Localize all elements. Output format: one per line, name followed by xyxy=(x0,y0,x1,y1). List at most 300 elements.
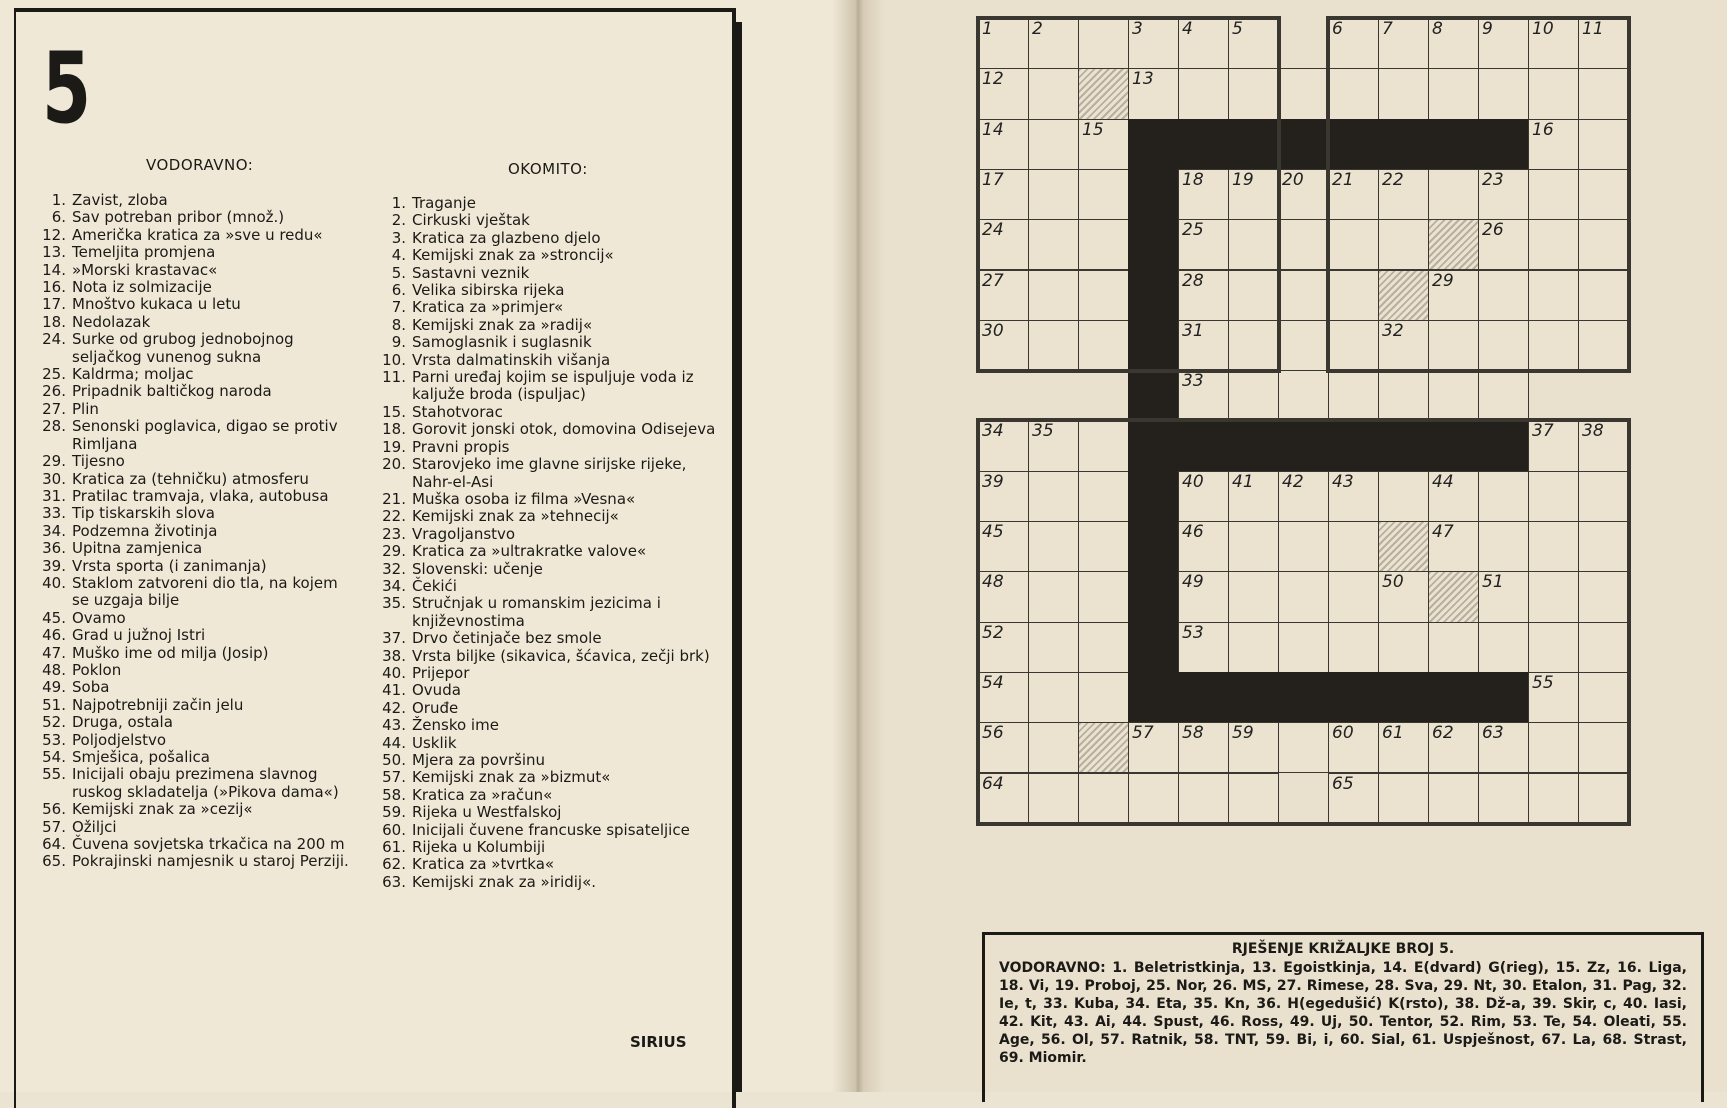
down-clue xyxy=(376,526,716,543)
grid-cell-number: 43 xyxy=(1332,471,1354,492)
across-clue xyxy=(26,749,356,766)
across-clue-text: Podzemna životinja xyxy=(72,521,218,540)
across-clue-text: Vrsta sporta (i zanimanja) xyxy=(72,556,267,575)
across-clue-text: Muško ime od milja (Josip) xyxy=(72,643,269,662)
down-clue-text: Slovenski: učenje xyxy=(412,559,543,578)
down-clue xyxy=(376,439,716,456)
grid-cell-number: 42 xyxy=(1282,471,1304,492)
across-clue-number: 16. xyxy=(42,278,66,297)
across-clue xyxy=(26,766,356,801)
grid-cell-number: 13 xyxy=(1132,69,1154,90)
grid-cell-number: 5 xyxy=(1232,19,1243,39)
across-clue-text: Nedolazak xyxy=(72,312,151,331)
across-clue-number: 51. xyxy=(42,695,66,714)
grid-cell-number: 21 xyxy=(1332,169,1354,190)
grid-cell[interactable] xyxy=(1278,270,1329,321)
across-clue-number: 57. xyxy=(42,817,66,836)
down-clue xyxy=(376,508,716,525)
grid-cell[interactable] xyxy=(1278,219,1329,270)
down-clue-number: 29. xyxy=(382,542,406,561)
grid-cell-number: 18 xyxy=(1182,169,1204,190)
across-clue xyxy=(26,645,356,662)
grid-cell-number: 30 xyxy=(982,320,1004,341)
down-clue xyxy=(376,212,716,229)
across-clue-number: 33. xyxy=(42,504,66,523)
across-clue-number: 30. xyxy=(42,469,66,488)
across-clue xyxy=(26,366,356,383)
grid-cell-number: 39 xyxy=(982,471,1004,492)
across-clue xyxy=(26,279,356,296)
grid-cell-number: 8 xyxy=(1432,19,1443,39)
across-clue-number: 54. xyxy=(42,748,66,766)
across-clue xyxy=(26,801,356,818)
down-clue-number: 35. xyxy=(382,594,406,613)
across-clue-text: Plin xyxy=(72,399,99,418)
down-clue-text: Pravni propis xyxy=(412,437,510,456)
down-clue-number: 60. xyxy=(382,820,406,839)
down-clue-text: Kratica za »račun« xyxy=(412,785,553,804)
across-clue-number: 46. xyxy=(42,626,66,645)
down-clue xyxy=(376,230,716,247)
across-clue-number: 12. xyxy=(42,225,66,244)
grid-cell-number: 31 xyxy=(1182,320,1204,341)
down-clue-number: 41. xyxy=(382,681,406,700)
down-clue-number: 61. xyxy=(382,838,406,857)
across-clue xyxy=(26,679,356,696)
grid-cell-number: 54 xyxy=(982,672,1004,693)
across-clue-number: 27. xyxy=(42,399,66,418)
down-clue-text: Stručnjak u romanskim jezicima i književnostima xyxy=(412,594,661,630)
across-clue-text: Poklon xyxy=(72,660,122,679)
across-clue-number: 55. xyxy=(42,765,66,784)
solution-title: RJEŠENJE KRIŽALJKE BROJ 5. xyxy=(1231,941,1455,957)
down-clue-text: Velika sibirska rijeka xyxy=(412,281,565,300)
down-clue xyxy=(376,456,716,491)
down-clue-text: Kemijski znak za »tehnecij« xyxy=(412,507,619,526)
across-clue-text: Pratilac tramvaja, vlaka, autobusa xyxy=(72,486,329,505)
down-clue-text: Kratica za »primjer« xyxy=(412,298,564,317)
down-clue-number: 59. xyxy=(382,803,406,822)
grid-cell-number: 35 xyxy=(1032,421,1054,442)
author-signature: SIRIUS xyxy=(630,1033,687,1051)
down-clue xyxy=(376,630,716,647)
grid-cell-number: 12 xyxy=(982,69,1004,90)
across-clue-text: Ožiljci xyxy=(72,817,117,836)
across-clue-number: 34. xyxy=(42,521,66,540)
across-clue-number: 48. xyxy=(42,660,66,679)
down-clue-number: 22. xyxy=(382,507,406,526)
down-clue xyxy=(376,404,716,421)
grid-cell-black xyxy=(1278,119,1329,170)
down-clue-text: Kemijski znak za »stroncij« xyxy=(412,246,614,265)
across-clue-text: Surke od grubog jednobojnog seljačkog vunenog sukna xyxy=(72,330,294,366)
down-clue xyxy=(376,804,716,821)
grid-cell-number: 47 xyxy=(1432,522,1454,542)
across-clue xyxy=(26,575,356,610)
down-clue-number: 7. xyxy=(391,298,406,317)
across-clue xyxy=(26,853,356,870)
down-clue-text: Kemijski znak za »radij« xyxy=(412,315,593,334)
down-clue-list xyxy=(376,195,716,891)
across-clue-number: 13. xyxy=(42,243,66,262)
across-clue-number: 39. xyxy=(42,556,66,575)
grid-cell-number: 37 xyxy=(1532,421,1554,442)
grid-cell-number: 34 xyxy=(982,421,1004,442)
grid-cell-number: 19 xyxy=(1232,169,1254,190)
down-clue-number: 5. xyxy=(391,263,406,282)
grid-cell-number: 51 xyxy=(1482,572,1504,593)
across-clue xyxy=(26,836,356,853)
across-clue xyxy=(26,627,356,644)
grid-cell-number: 41 xyxy=(1232,471,1254,492)
across-clue-number: 26. xyxy=(42,382,66,401)
down-clue xyxy=(376,299,716,316)
down-clue xyxy=(376,195,716,212)
down-clue-number: 19. xyxy=(382,437,406,456)
down-clue xyxy=(376,317,716,334)
grid-cell-number: 17 xyxy=(982,169,1004,190)
down-clue xyxy=(376,543,716,560)
across-clue xyxy=(26,296,356,313)
across-clue xyxy=(26,401,356,418)
across-clue xyxy=(26,314,356,331)
grid-cell[interactable] xyxy=(1228,370,1279,421)
grid-cell-number: 22 xyxy=(1382,169,1404,190)
down-clue-number: 11. xyxy=(382,368,406,387)
grid-cell-number: 55 xyxy=(1532,672,1554,693)
across-clue-text: Upitna zamjenica xyxy=(72,539,203,558)
across-clue-text: Druga, ostala xyxy=(72,713,173,732)
down-clue xyxy=(376,352,716,369)
grid-cell-number: 16 xyxy=(1532,119,1554,140)
down-clue xyxy=(376,874,716,891)
grid-cell[interactable] xyxy=(1278,169,1329,220)
down-clue xyxy=(376,595,716,630)
grid-cell-number: 14 xyxy=(982,119,1004,140)
down-clue-number: 38. xyxy=(382,646,406,665)
down-clue-number: 43. xyxy=(382,716,406,735)
down-clue-text: Vrsta dalmatinskih višanja xyxy=(412,350,611,369)
grid-cell[interactable] xyxy=(1378,370,1429,421)
grid-cell[interactable] xyxy=(1278,320,1329,371)
down-clue-text: Kratica za »ultrakratke valove« xyxy=(412,542,647,561)
across-clue xyxy=(26,244,356,261)
across-clue-text: Ovamo xyxy=(72,608,126,627)
down-clue-text: Usklik xyxy=(412,733,457,752)
down-clue-text: Oruđe xyxy=(412,698,459,717)
across-clue-text: Mnoštvo kukaca u letu xyxy=(72,295,241,314)
down-clue xyxy=(376,648,716,665)
down-clue-number: 21. xyxy=(382,489,406,508)
across-clue xyxy=(26,540,356,557)
down-clue-number: 34. xyxy=(382,576,406,595)
across-clue-number: 24. xyxy=(42,330,66,349)
solution-box xyxy=(982,932,1704,1102)
across-clue-text: Poljodjelstvo xyxy=(72,730,167,749)
down-clue-text: Stahotvorac xyxy=(412,402,503,421)
across-clue xyxy=(26,732,356,749)
across-clue-number: 64. xyxy=(42,835,66,854)
across-clue-list xyxy=(26,192,356,871)
down-clue-text: Drvo četinjače bez smole xyxy=(412,629,602,648)
across-clue-text: Čuvena sovjetska trkačica na 200 m xyxy=(72,835,345,854)
across-clue-text: Senonski poglavica, digao se protiv Rimljana xyxy=(72,417,338,453)
down-clue-text: Parni uređaj kojim se ispuljuje voda iz kaljuže broda (ispuljac) xyxy=(412,368,694,404)
down-clue-number: 2. xyxy=(391,211,406,230)
grid-cell-number: 11 xyxy=(1582,19,1604,39)
across-clue-text: Temeljita promjena xyxy=(72,243,216,262)
grid-cell-number: 15 xyxy=(1082,119,1104,140)
grid-cell[interactable] xyxy=(1278,370,1329,421)
down-clue-number: 10. xyxy=(382,350,406,369)
across-clue-number: 17. xyxy=(42,295,66,314)
down-clue-text: Gorovit jonski otok, domovina Odisejeva xyxy=(412,420,716,439)
down-clue-number: 57. xyxy=(382,768,406,787)
grid-cell-number: 56 xyxy=(982,723,1004,744)
across-clue xyxy=(26,610,356,627)
across-clue-number: 40. xyxy=(42,573,66,592)
grid-cell-number: 53 xyxy=(1182,622,1204,643)
across-clue-number: 49. xyxy=(42,678,66,697)
grid-cell-number: 62 xyxy=(1432,723,1454,744)
down-clue-text: Vrsta biljke (sikavica, šćavica, zečji brk) xyxy=(412,646,710,665)
across-clue-number: 53. xyxy=(42,730,66,749)
grid-cell-number: 23 xyxy=(1482,169,1504,190)
across-clue-number: 18. xyxy=(42,312,66,331)
down-clue-text: Traganje xyxy=(412,194,476,212)
grid-border xyxy=(1326,16,1631,373)
grid-cell-number: 49 xyxy=(1182,572,1204,593)
across-clue-text: Kratica za (tehničku) atmosferu xyxy=(72,469,309,488)
across-clue-text: Smješica, pošalica xyxy=(72,748,210,766)
down-clue-text: Rijeka u Kolumbiji xyxy=(412,838,546,857)
down-clue xyxy=(376,665,716,682)
across-clue-number: 28. xyxy=(42,417,66,436)
down-heading: OKOMITO: xyxy=(508,160,588,178)
clue-frame-shadow xyxy=(736,22,742,1092)
grid-cell-number: 24 xyxy=(982,220,1004,241)
across-clue-number: 31. xyxy=(42,486,66,505)
across-clue-number: 52. xyxy=(42,713,66,732)
down-clue-number: 40. xyxy=(382,663,406,682)
across-clue-text: Staklom zatvoreni dio tla, na kojem se uzgaja bilje xyxy=(72,573,338,610)
grid-cell-black xyxy=(1128,370,1179,421)
across-clue-text: Američka kratica za »sve u redu« xyxy=(72,225,323,244)
grid-cell-number: 32 xyxy=(1382,320,1404,341)
across-clue xyxy=(26,819,356,836)
puzzle-number: 5 xyxy=(42,32,89,146)
grid-cell-number: 10 xyxy=(1532,19,1554,39)
down-clue xyxy=(376,822,716,839)
down-clue xyxy=(376,265,716,282)
across-clue xyxy=(26,558,356,575)
down-clue-number: 1. xyxy=(391,194,406,212)
across-clue-text: Nota iz solmizacije xyxy=(72,278,212,297)
across-clue-text: Najpotrebniji začin jelu xyxy=(72,695,244,714)
across-clue xyxy=(26,262,356,279)
grid-cell-number: 33 xyxy=(1182,371,1204,392)
down-clue-text: Kemijski znak za »iridij«. xyxy=(412,872,597,891)
grid-cell-number: 28 xyxy=(1182,270,1204,291)
grid-cell-number: 29 xyxy=(1432,270,1454,291)
grid-cell-number: 4 xyxy=(1182,19,1193,39)
down-clue xyxy=(376,561,716,578)
grid-cell[interactable] xyxy=(1428,370,1479,421)
grid-cell-number: 60 xyxy=(1332,723,1354,744)
grid-cell-number: 20 xyxy=(1282,169,1304,190)
down-clue-number: 18. xyxy=(382,420,406,439)
down-clue xyxy=(376,735,716,752)
grid-cell-number: 26 xyxy=(1482,220,1504,241)
down-clue-text: Kratica za »tvrtka« xyxy=(412,855,555,874)
grid-cell-number: 27 xyxy=(982,270,1004,291)
grid-cell-number: 38 xyxy=(1582,421,1604,442)
page-gutter xyxy=(832,0,884,1092)
across-clue xyxy=(26,192,356,209)
grid-cell-number: 9 xyxy=(1482,19,1493,39)
grid-border xyxy=(976,418,1631,825)
down-clue xyxy=(376,282,716,299)
grid-cell-number: 65 xyxy=(1332,773,1354,794)
across-clue xyxy=(26,523,356,540)
grid-cell-number: 25 xyxy=(1182,220,1204,241)
down-clue-text: Kratica za glazbeno djelo xyxy=(412,228,601,247)
down-clue-text: Mjera za površinu xyxy=(412,751,546,769)
grid-cell[interactable] xyxy=(1478,370,1529,421)
across-clue xyxy=(26,488,356,505)
down-clue-number: 6. xyxy=(391,281,406,300)
down-clue xyxy=(376,334,716,351)
down-clue-text: Kemijski znak za »bizmut« xyxy=(412,768,611,787)
across-clue-text: Zavist, zloba xyxy=(72,191,168,209)
down-clue-number: 58. xyxy=(382,785,406,804)
grid-cell-number: 3 xyxy=(1132,19,1143,39)
grid-cell-number: 7 xyxy=(1382,19,1393,39)
down-clue xyxy=(376,682,716,699)
down-clue-number: 37. xyxy=(382,629,406,648)
across-clue-number: 47. xyxy=(42,643,66,662)
across-clue xyxy=(26,662,356,679)
down-clue-text: Muška osoba iz filma »Vesna« xyxy=(412,489,636,508)
across-clue-text: Kaldrma; moljac xyxy=(72,365,194,384)
down-clue-text: Vragoljanstvo xyxy=(412,524,516,543)
down-clue-number: 4. xyxy=(391,246,406,265)
across-clue-text: »Morski krastavac« xyxy=(72,260,218,279)
across-clue-number: 14. xyxy=(42,260,66,279)
grid-cell-number: 59 xyxy=(1232,723,1254,744)
grid-cell[interactable] xyxy=(1328,370,1379,421)
grid-cell-number: 36 xyxy=(1482,421,1504,442)
across-clue-number: 6. xyxy=(51,208,66,227)
down-clue xyxy=(376,839,716,856)
grid-cell-number: 63 xyxy=(1482,723,1504,744)
grid-border xyxy=(976,16,1281,373)
across-clue xyxy=(26,418,356,453)
across-clue-text: Pokrajinski namjesnik u staroj Perziji. xyxy=(72,852,349,871)
grid-cell-number: 46 xyxy=(1182,522,1204,542)
grid-cell-number: 61 xyxy=(1382,723,1404,744)
down-clue-text: Žensko ime xyxy=(412,716,499,735)
across-clue xyxy=(26,209,356,226)
across-clue xyxy=(26,383,356,400)
across-clue-number: 29. xyxy=(42,452,66,471)
solution-text: VODORAVNO: 1. Beletristkinja, 13. Egoistkinja, 14. E(dvard) G(rieg), 15. Zz, 16. Liga, 18. Vi, 19. Proboj, 25. Nor, 26. MS, 27. Rimese, 28. Sva, 29. Nt, 30. Etalon, 31. Pag, 32. Ie, t, 33. Kuba, 34. Eta, 35. Kn, 36. H(egedušić) K(rsto), 38. Dž-a, 39. Skir, c, 40. Iasi, 42. Kit, 43. Ai, 44. Spust, 46. Ross, 49. Uj, 50. Tentor, 52. Rim, 53. Te, 54. Oleati, 55. Age, 56. Ol, 57. Ratnik, 58. TNT, 59. Bi, i, 60. Sial, 61. Uspješnost, 67. La, 68. Strast, 69. Miomir. xyxy=(999,960,1687,1066)
grid-cell[interactable] xyxy=(1278,68,1329,119)
across-clue-text: Kemijski znak za »cezij« xyxy=(72,800,253,819)
grid-cell-number: 58 xyxy=(1182,723,1204,744)
down-clue-number: 62. xyxy=(382,855,406,874)
down-clue xyxy=(376,856,716,873)
down-clue-number: 32. xyxy=(382,559,406,578)
across-clue xyxy=(26,714,356,731)
across-heading: VODORAVNO: xyxy=(146,156,254,174)
across-clue-number: 1. xyxy=(51,191,66,209)
grid-cell-number: 52 xyxy=(982,622,1004,643)
across-clue xyxy=(26,453,356,470)
down-clue xyxy=(376,700,716,717)
grid-cell-number: 45 xyxy=(982,522,1004,542)
grid-cell-number: 44 xyxy=(1432,471,1454,492)
grid-cell-number: 50 xyxy=(1382,572,1404,593)
grid-cell-number: 64 xyxy=(982,773,1004,794)
across-clue xyxy=(26,505,356,522)
down-clue xyxy=(376,247,716,264)
across-clue-text: Inicijali obaju prezimena slavnog ruskog skladatelja (»Pikova dama«) xyxy=(72,765,339,801)
down-clue xyxy=(376,787,716,804)
down-clue-number: 42. xyxy=(382,698,406,717)
down-clue-text: Prijepor xyxy=(412,663,470,682)
down-clue-number: 3. xyxy=(391,228,406,247)
down-clue xyxy=(376,369,716,404)
grid-cell[interactable] xyxy=(1178,370,1229,421)
across-clue-text: Tijesno xyxy=(72,452,125,471)
down-clue-number: 20. xyxy=(382,455,406,474)
grid-cell-number: 48 xyxy=(982,572,1004,593)
down-clue-text: Samoglasnik i suglasnik xyxy=(412,333,592,352)
across-clue-text: Tip tiskarskih slova xyxy=(72,504,215,523)
down-clue xyxy=(376,578,716,595)
down-clue-text: Ovuda xyxy=(412,681,461,700)
across-clue-number: 25. xyxy=(42,365,66,384)
across-clue xyxy=(26,697,356,714)
across-clue xyxy=(26,331,356,366)
across-clue-text: Pripadnik baltičkog naroda xyxy=(72,382,272,401)
down-clue-number: 15. xyxy=(382,402,406,421)
across-clue xyxy=(26,471,356,488)
down-clue xyxy=(376,491,716,508)
across-clue-number: 45. xyxy=(42,608,66,627)
down-clue-text: Rijeka u Westfalskoj xyxy=(412,803,562,822)
across-clue xyxy=(26,227,356,244)
down-clue-text: Inicijali čuvene francuske spisateljice xyxy=(412,820,690,839)
across-clue-number: 36. xyxy=(42,539,66,558)
down-clue-number: 50. xyxy=(382,751,406,769)
grid-cell-number: 57 xyxy=(1132,723,1154,744)
down-clue-number: 9. xyxy=(391,333,406,352)
grid-cell-number: 1 xyxy=(982,19,993,39)
across-clue-text: Soba xyxy=(72,678,110,697)
down-clue-number: 8. xyxy=(391,315,406,334)
down-clue-text: Starovjeko ime glavne sirijske rijeke, Nahr-el-Asi xyxy=(412,455,687,491)
grid-cell-number: 6 xyxy=(1332,19,1343,39)
down-clue xyxy=(376,752,716,769)
down-clue-number: 23. xyxy=(382,524,406,543)
down-clue-text: Sastavni veznik xyxy=(412,263,530,282)
down-clue xyxy=(376,421,716,438)
across-clue-number: 65. xyxy=(42,852,66,871)
grid-cell-number: 40 xyxy=(1182,471,1204,492)
down-clue xyxy=(376,769,716,786)
